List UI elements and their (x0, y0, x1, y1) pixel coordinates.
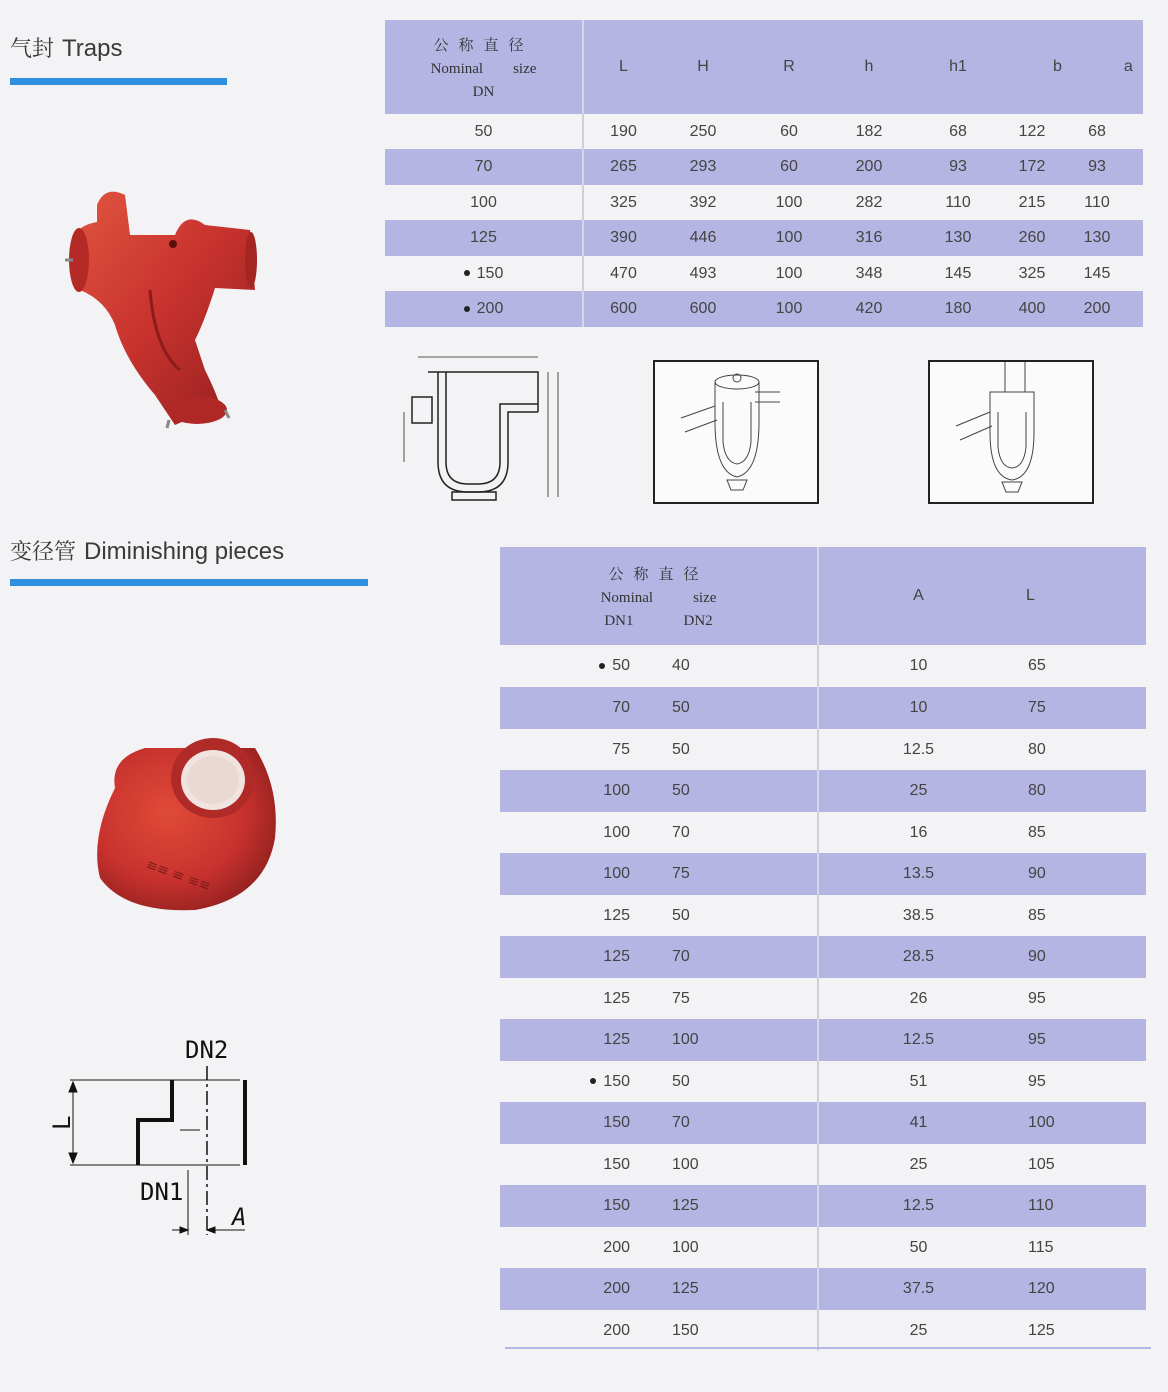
diminishing-row (500, 895, 1146, 936)
traps-cell: 200 (835, 149, 903, 185)
traps-dn: 50 (385, 114, 583, 149)
traps-col-b-a (1013, 20, 1143, 114)
traps-header-cn: 公称直径 (433, 35, 534, 54)
diminishing-row (500, 645, 1146, 687)
a-cell: 38.5 (902, 906, 935, 924)
traps-cell: 100 (743, 220, 835, 256)
trap-install-sketch-2 (928, 360, 1094, 504)
traps-cell: 172 (1013, 149, 1051, 185)
diminishing-header-nominal-label: Nominal (600, 589, 654, 606)
traps-cell: 390 (583, 220, 663, 256)
traps-row (385, 149, 1143, 185)
traps-title-en: Traps (62, 35, 123, 62)
traps-cell: 446 (663, 220, 743, 256)
traps-col-a: a (1123, 58, 1133, 75)
dn1-cell: 70 (500, 687, 640, 729)
diminishing-row (500, 770, 1146, 812)
traps-cell: 316 (835, 220, 903, 256)
drawing-label-dn2: DN2 (185, 1036, 229, 1064)
drawing-label-a: A (232, 1203, 247, 1231)
traps-cell: 145 (1083, 264, 1111, 282)
traps-row (385, 291, 1143, 327)
diminishing-col-L: L (1018, 547, 1146, 645)
l-cell: 85 (1028, 906, 1046, 924)
l-cell: 75 (1018, 687, 1146, 729)
dn1-cell: 150 (500, 1102, 640, 1144)
diminishing-row (500, 1061, 1146, 1102)
traps-col-h: h (835, 20, 903, 114)
traps-cell: 260 (1013, 220, 1051, 256)
l-cell: 90 (1018, 853, 1146, 895)
traps-cell: 190 (610, 122, 637, 140)
dn2-cell: 70 (640, 812, 818, 853)
diminishing-table-bottom-rule (505, 1347, 1151, 1349)
dn1-cell: 200 (603, 1321, 630, 1339)
diminishing-title-cn: 变径管 (10, 540, 77, 565)
dn2-cell: 50 (640, 770, 818, 812)
dn1-cell: 125 (500, 1019, 640, 1061)
traps-cell: 348 (855, 264, 883, 282)
a-cell: 12.5 (818, 1185, 1018, 1227)
traps-cell: 145 (944, 264, 972, 282)
dn2-cell: 50 (640, 895, 818, 936)
trap-dimension-drawing (398, 352, 568, 507)
a-cell: 12.5 (818, 1019, 1018, 1061)
traps-cell: 400 (1013, 291, 1051, 327)
traps-col-b: b (1053, 58, 1062, 75)
l-cell: 85 (1028, 823, 1046, 841)
traps-dn: 150 (385, 256, 583, 291)
a-cell: 10 (909, 657, 928, 674)
dn2-cell: 70 (640, 936, 818, 978)
casting-mark: ≡≡ ≡ ≡≡ (143, 856, 213, 895)
l-cell: 120 (1018, 1268, 1146, 1310)
diminishing-row (500, 687, 1146, 729)
dn2-cell: 50 (640, 1061, 818, 1102)
recommended-dot (464, 306, 470, 312)
traps-header-row (385, 20, 1143, 114)
traps-dn: 100 (385, 185, 583, 220)
diminishing-dimension-drawing (40, 1030, 280, 1245)
diminishing-row (500, 1102, 1146, 1144)
diminishing-product-photo (85, 718, 285, 918)
l-cell: 80 (1018, 770, 1146, 812)
traps-cell: 60 (780, 122, 798, 140)
dn1-cell: 150 (500, 1185, 640, 1227)
traps-row (385, 114, 1143, 149)
diminishing-title-en: Diminishing pieces (84, 538, 285, 565)
dn1-cell: 100 (500, 853, 640, 895)
traps-dn: 70 (385, 149, 583, 185)
trap-sketch-1-art (655, 362, 817, 502)
dn2-cell: 50 (640, 729, 818, 770)
diminishing-title (10, 535, 284, 566)
recommended-dot (590, 1078, 596, 1084)
diminishing-row (500, 1019, 1146, 1061)
traps-cell: 420 (835, 291, 903, 327)
diminishing-col-A: A (818, 547, 1018, 645)
traps-col-H: H (663, 20, 743, 114)
dn1-cell: 150 (603, 1155, 630, 1173)
a-cell: 25 (909, 1155, 928, 1173)
diminishing-row (500, 1144, 1146, 1185)
traps-cell: 215 (1018, 193, 1046, 211)
diminishing-row (500, 1310, 1146, 1351)
diminishing-row (500, 729, 1146, 770)
diminishing-title-underline (10, 579, 368, 586)
traps-col-L: L (583, 20, 663, 114)
l-cell: 90 (1018, 936, 1146, 978)
traps-cell: 265 (583, 149, 663, 185)
a-cell: 25 (818, 770, 1018, 812)
a-cell: 51 (909, 1072, 928, 1090)
traps-cell: 293 (663, 149, 743, 185)
traps-dn: 125 (385, 220, 583, 256)
trap-sketch-2-art (930, 362, 1092, 502)
traps-cell: 93 (1051, 149, 1143, 185)
traps-cell: 100 (775, 193, 803, 211)
traps-cell: 100 (775, 264, 803, 282)
traps-header-nominal (385, 20, 583, 114)
dn2-cell: 50 (640, 687, 818, 729)
traps-cell: 60 (743, 149, 835, 185)
traps-header-size-label: size (513, 60, 537, 77)
dn1-cell: 125 (603, 989, 630, 1007)
dn2-cell: 70 (640, 1102, 818, 1144)
diminishing-row (500, 1227, 1146, 1268)
diminishing-row (500, 812, 1146, 853)
traps-cell: 130 (903, 220, 1013, 256)
a-cell: 28.5 (818, 936, 1018, 978)
l-cell: 95 (1028, 989, 1046, 1007)
traps-cell: 68 (949, 122, 967, 140)
dn2-cell: 125 (640, 1268, 818, 1310)
traps-cell: 282 (855, 193, 883, 211)
l-cell: 115 (1028, 1238, 1054, 1256)
traps-cell: 250 (689, 122, 717, 140)
l-cell: 125 (1028, 1321, 1055, 1339)
dn1-cell: 75 (612, 740, 630, 758)
traps-cell: 200 (1051, 291, 1143, 327)
diminishing-row (500, 936, 1146, 978)
diminishing-header-nominal (500, 547, 818, 645)
a-cell: 50 (909, 1238, 928, 1256)
traps-cell: 68 (1088, 122, 1106, 140)
l-cell: 80 (1028, 740, 1046, 758)
diminishing-header-size-label: size (693, 589, 717, 606)
traps-cell: 325 (1018, 264, 1046, 282)
diminishing-row (500, 1268, 1146, 1310)
traps-title-underline (10, 78, 227, 85)
a-cell: 13.5 (818, 853, 1018, 895)
traps-cell: 93 (903, 149, 1013, 185)
traps-cell: 122 (1018, 122, 1046, 140)
traps-cell: 470 (610, 264, 637, 282)
dn1-cell: 125 (603, 906, 630, 924)
traps-cell: 493 (689, 264, 717, 282)
dn2-cell: 75 (640, 853, 818, 895)
traps-cell: 392 (689, 193, 717, 211)
dn2-cell: 125 (640, 1185, 818, 1227)
traps-header-nominal-label: Nominal (430, 60, 484, 77)
dn2-cell: 75 (640, 978, 818, 1019)
traps-cell: 182 (855, 122, 883, 140)
l-cell: 95 (1018, 1019, 1146, 1061)
traps-cell: 180 (903, 291, 1013, 327)
traps-cell: 100 (743, 291, 835, 327)
l-cell: 95 (1028, 1072, 1046, 1090)
diminishing-row (500, 1185, 1146, 1227)
diminishing-header-dn2: DN2 (683, 612, 713, 629)
traps-cell: 325 (610, 193, 637, 211)
drawing-label-dn1: DN1 (140, 1178, 184, 1206)
trap-install-sketch-1 (653, 360, 819, 504)
dn1-cell: 50 (500, 645, 640, 687)
trap-product-photo (55, 180, 265, 440)
a-cell: 41 (818, 1102, 1018, 1144)
traps-title (10, 32, 122, 63)
recommended-dot (464, 270, 470, 276)
dn1-cell: 100 (500, 770, 640, 812)
traps-cell: 600 (663, 291, 743, 327)
traps-title-cn: 气封 (10, 37, 55, 62)
dn1-cell: 100 (603, 823, 630, 841)
a-cell: 26 (909, 989, 928, 1007)
a-cell: 37.5 (818, 1268, 1018, 1310)
l-cell: 65 (1028, 657, 1046, 674)
traps-col-R: R (743, 20, 835, 114)
l-cell: 100 (1018, 1102, 1146, 1144)
l-cell: 110 (1018, 1185, 1146, 1227)
traps-col-h1: h1 (903, 20, 1013, 114)
dn1-cell: 200 (603, 1238, 630, 1256)
dn2-cell: 150 (640, 1310, 818, 1351)
diminishing-header-row (500, 547, 1146, 645)
diminishing-header-cn: 公称直径 (608, 564, 709, 583)
dn1-cell: 200 (500, 1268, 640, 1310)
traps-cell: 600 (583, 291, 663, 327)
traps-table (385, 20, 1143, 327)
diminishing-table (500, 547, 1146, 1351)
traps-dn: 200 (385, 291, 583, 327)
dn2-cell: 100 (640, 1144, 818, 1185)
traps-row (385, 256, 1143, 291)
diminishing-row (500, 978, 1146, 1019)
traps-header-dn: DN (472, 83, 495, 100)
traps-row (385, 220, 1143, 256)
dn2-cell: 100 (640, 1227, 818, 1268)
a-cell: 12.5 (902, 740, 935, 758)
a-cell: 25 (909, 1321, 928, 1339)
diminishing-row (500, 853, 1146, 895)
dn1-cell: 125 (500, 936, 640, 978)
dn2-cell: 40 (640, 645, 818, 687)
traps-row (385, 185, 1143, 220)
traps-cell: 130 (1051, 220, 1143, 256)
a-cell: 16 (909, 823, 928, 841)
diminishing-header-dn1: DN1 (604, 612, 634, 629)
drawing-label-l: L (48, 1115, 76, 1130)
recommended-dot (599, 663, 605, 669)
a-cell: 10 (818, 687, 1018, 729)
traps-cell: 110 (1084, 193, 1110, 211)
dn2-cell: 100 (640, 1019, 818, 1061)
dn1-cell: 150 (500, 1061, 640, 1102)
l-cell: 105 (1028, 1155, 1055, 1173)
traps-cell: 110 (945, 193, 971, 211)
